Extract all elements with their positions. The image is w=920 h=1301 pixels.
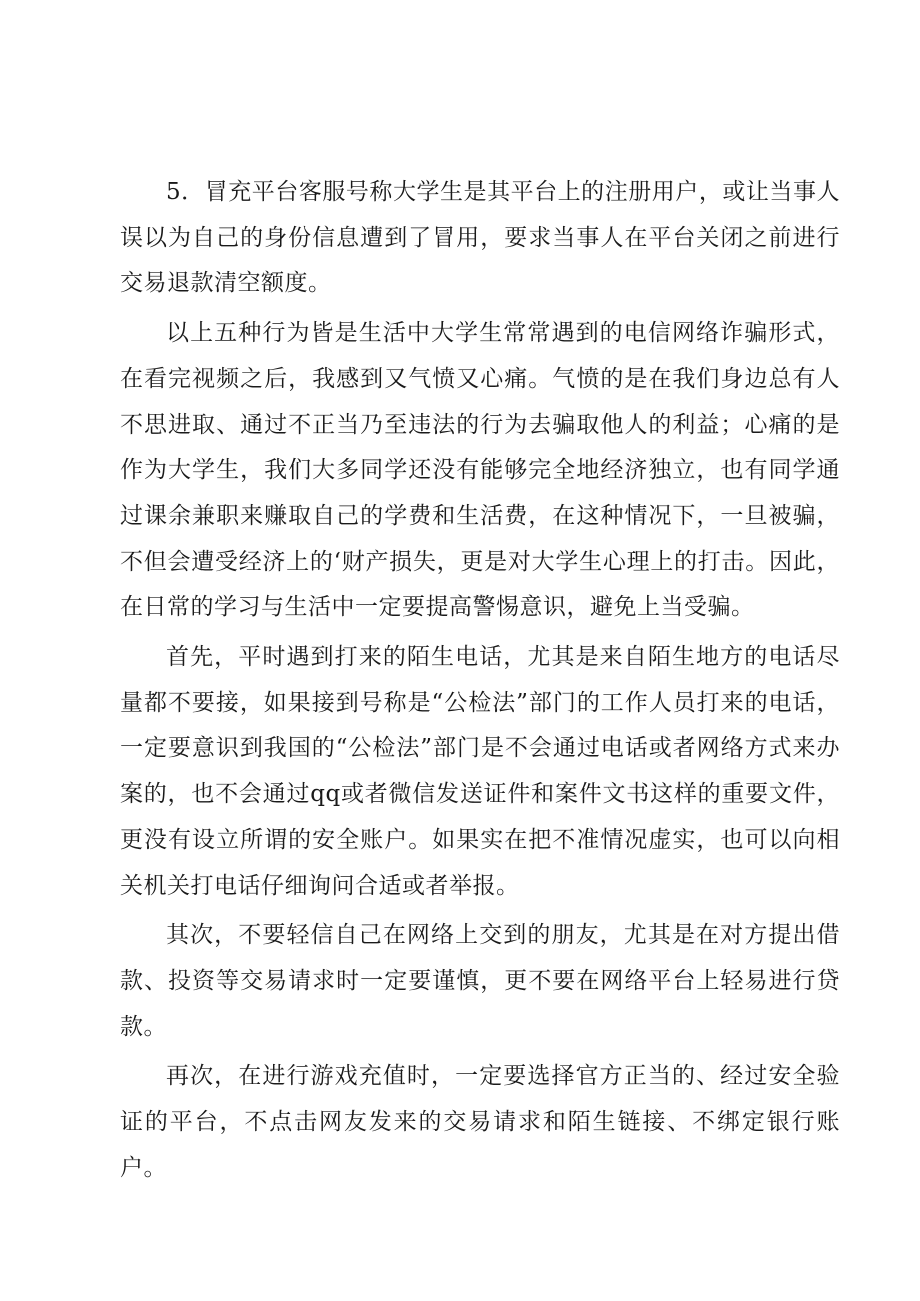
paragraph-third-advice: 再次，在进行游戏充值时，一定要选择官方正当的、经过安全验证的平台，不点击网友发来的交易请求和陌生链接、不绑定银行账户。	[120, 1063, 840, 1181]
paragraph-second-advice: 其次，不要轻信自己在网络上交到的朋友，尤其是在对方提出借款、投资等交易请求时一定要谨慎，更不要在网络平台上轻易进行贷款。	[120, 922, 840, 1040]
paragraph-reflection: 以上五种行为皆是生活中大学生常常遇到的电信网络诈骗形式，在看完视频之后，我感到又气愤又心痛。气愤的是在我们身边总有人不思进取、通过不正当乃至违法的行为去骗取他人的利益；心痛的是作为大学生，我们大多同学还没有能够完全地经济独立，也有同学通过课余兼职来赚取自己的学费和生活费，在这种情况下，一旦被骗，不但会遭受经济上的‘财产损失，更是对大学生心理上的打击。因此，在日常的学习与生活中一定要提高警惕意识，避免上当受骗。	[120, 320, 840, 621]
document-body	[120, 170, 840, 1195]
paragraph-first-advice: 首先，平时遇到打来的陌生电话，尤其是来自陌生地方的电话尽量都不要接，如果接到号称是“公检法”部门的工作人员打来的电话，一定要意识到我国的“公检法”部门是不会通过电话或者网络方式来办案的，也不会通过qq或者微信发送证件和案件文书这样的重要文件，更没有设立所谓的安全账户。如果实在把不准情况虚实，也可以向相关机关打电话仔细询问合适或者举报。	[120, 644, 840, 899]
paragraph-fraud-type-5: 5．冒充平台客服号称大学生是其平台上的注册用户，或让当事人误以为自己的身份信息遭到了冒用，要求当事人在平台关闭之前进行交易退款清空额度。	[120, 179, 840, 297]
